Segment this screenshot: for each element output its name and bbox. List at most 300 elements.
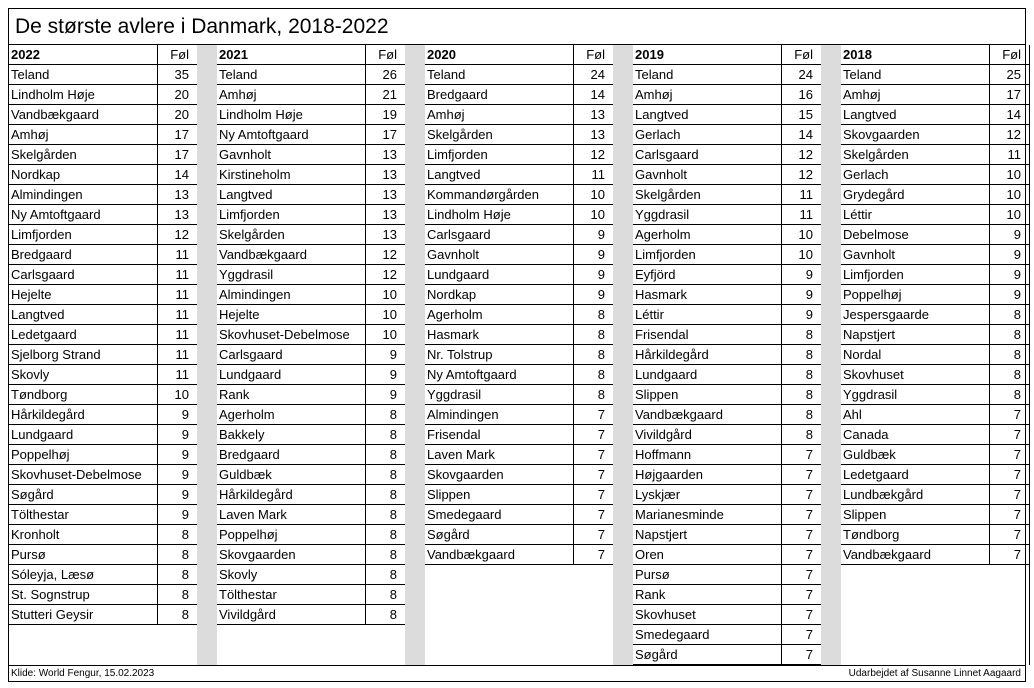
breeder-name: Hårkildegård [11,407,85,422]
breeder-name: Langtved [635,107,689,122]
table-row [9,365,197,385]
foal-count: 9 [157,485,193,504]
count-heading: Føl [365,45,401,64]
foal-count: 8 [781,325,817,344]
breeder-name: Bakkely [219,427,265,442]
table-row [633,205,821,225]
foal-count: 8 [365,585,401,604]
table-row [425,465,613,485]
breeder-name: Gerlach [635,127,681,142]
foal-count: 9 [157,445,193,464]
table-row [425,445,613,465]
table-row [633,625,821,645]
breeder-name: Laven Mark [219,507,287,522]
table-row [425,105,613,125]
foal-count: 7 [781,525,817,544]
foal-count: 8 [365,505,401,524]
foal-count: 10 [781,245,817,264]
foal-count: 7 [989,505,1025,524]
foal-count: 11 [157,325,193,344]
breeder-name: Debelmose [843,227,909,242]
foal-count: 10 [781,225,817,244]
table-row [217,265,405,285]
foal-count: 7 [573,525,609,544]
breeder-name: Tölthestar [219,587,277,602]
foal-count: 8 [157,605,193,624]
table-row [841,525,1029,545]
count-heading: Føl [781,45,817,64]
breeder-name: Limfjorden [219,207,280,222]
breeder-name: Bredgaard [11,247,72,262]
breeder-name: Teland [635,67,674,82]
table-row [217,305,405,325]
breeder-name: Poppelhøj [219,527,278,542]
breeder-name: Nordkap [427,287,477,302]
table-row [217,65,405,85]
foal-count: 8 [989,325,1025,344]
year-heading: 2020 [427,47,456,62]
table-row [9,485,197,505]
breeder-name: Gavnholt [843,247,896,262]
table-row [633,85,821,105]
breeder-name: Lundgaard [635,367,698,382]
table-row [841,405,1029,425]
breeder-name: Poppelhøj [11,447,70,462]
foal-count: 8 [365,465,401,484]
breeder-name: Canada [843,427,889,442]
breeder-name: Amhøj [219,87,257,102]
breeder-name: Lindholm Høje [427,207,511,222]
table-row [9,85,197,105]
breeder-name: Lindholm Høje [219,107,303,122]
breeder-name: Vivildgård [635,427,692,442]
foal-count: 24 [573,65,609,84]
breeder-name: Nr. Tolstrup [427,347,493,362]
table-row [217,365,405,385]
source-note: Klide: World Fengur, 15.02.2023 [11,668,155,679]
foal-count: 8 [365,445,401,464]
breeder-name: Ledetgaard [11,327,77,342]
breeder-name: Agerholm [635,227,691,242]
foal-count: 9 [781,285,817,304]
table-header [425,45,613,65]
breeder-name: Ledetgaard [843,467,909,482]
table-row [425,345,613,365]
foal-count: 7 [573,465,609,484]
table-row [841,345,1029,365]
table-row [425,165,613,185]
foal-count: 8 [781,405,817,424]
table-row [9,305,197,325]
foal-count: 11 [573,165,609,184]
breeder-name: Lyskjær [635,487,681,502]
table-row [217,405,405,425]
breeder-name: Frisendal [427,427,481,442]
breeder-name: Jespersgaarde [843,307,929,322]
foal-count: 7 [781,445,817,464]
foal-count: 9 [781,265,817,284]
breeder-name: Sóleyja, Læsø [11,567,95,582]
table-row [9,525,197,545]
breeder-name: Léttir [843,207,872,222]
column-gap [405,45,425,665]
breeder-name: Tölthestar [11,507,69,522]
breeder-name: Limfjorden [635,247,696,262]
table-row [425,185,613,205]
foal-count: 26 [365,65,401,84]
table-row [9,65,197,85]
foal-count: 10 [573,205,609,224]
breeder-name: Yggdrasil [843,387,898,402]
breeder-name: Ny Amtoftgaard [219,127,309,142]
breeder-name: Ny Amtoftgaard [427,367,517,382]
breeder-name: Hejelte [11,287,52,302]
breeder-name: Tøndborg [11,387,68,402]
foal-count: 8 [989,365,1025,384]
table-row [217,325,405,345]
foal-count: 7 [573,445,609,464]
table-row [425,85,613,105]
table-row [425,325,613,345]
foal-count: 8 [573,305,609,324]
breeder-name: Hasmark [635,287,688,302]
table-row [841,285,1029,305]
table-row [217,165,405,185]
table-header [633,45,821,65]
foal-count: 10 [365,305,401,324]
foal-count: 8 [365,565,401,584]
table-row [217,485,405,505]
foal-count: 7 [781,465,817,484]
table-row [841,65,1029,85]
breeder-name: Langtved [219,187,273,202]
foal-count: 10 [157,385,193,404]
table-row [217,605,405,625]
table-row [633,445,821,465]
table-row [9,545,197,565]
foal-count: 7 [781,625,817,644]
table-row [9,425,197,445]
foal-count: 14 [573,85,609,104]
table-row [841,325,1029,345]
table-row [633,345,821,365]
foal-count: 8 [573,365,609,384]
breeder-name: Ny Amtoftgaard [11,207,101,222]
breeder-name: Teland [219,67,258,82]
table-row [217,145,405,165]
table-row [217,205,405,225]
year-heading: 2019 [635,47,664,62]
breeder-name: Gavnholt [635,167,688,182]
breeder-name: Bredgaard [219,447,280,462]
breeder-name: Skovly [219,567,258,582]
foal-count: 7 [989,445,1025,464]
breeder-name: Søgård [635,647,678,662]
table-row [425,265,613,285]
breeder-name: Lindholm Høje [11,87,95,102]
table-row [633,325,821,345]
table-row [217,565,405,585]
foal-count: 7 [989,545,1025,564]
foal-count: 9 [365,345,401,364]
foal-count: 9 [157,405,193,424]
foal-count: 7 [989,525,1025,544]
foal-count: 9 [989,245,1025,264]
table-row [841,445,1029,465]
table-row [633,145,821,165]
breeder-name: Vandbækgaard [635,407,723,422]
breeder-name: Kirstineholm [219,167,291,182]
foal-count: 20 [157,105,193,124]
table-row [217,85,405,105]
table-row [841,85,1029,105]
table-row [9,225,197,245]
table-row [425,305,613,325]
table-row [633,125,821,145]
table-row [841,105,1029,125]
breeder-name: Carlsgaard [635,147,699,162]
foal-count: 9 [157,425,193,444]
foal-count: 8 [989,345,1025,364]
foal-count: 8 [989,305,1025,324]
breeder-name: Vandbækgaard [11,107,99,122]
breeder-name: Hejelte [219,307,260,322]
table-row [9,145,197,165]
year-table-2022 [9,45,197,625]
breeder-name: Napstjert [843,327,896,342]
breeder-name: Guldbæk [219,467,272,482]
breeder-name: Gavnholt [427,247,480,262]
footer [9,665,1025,681]
table-row [9,585,197,605]
foal-count: 10 [989,165,1025,184]
breeder-name: Almindingen [427,407,499,422]
table-row [841,385,1029,405]
breeder-name: Kronholt [11,527,60,542]
table-row [633,245,821,265]
table-row [841,205,1029,225]
table-row [633,385,821,405]
foal-count: 8 [365,605,401,624]
foal-count: 8 [365,425,401,444]
breeder-name: Skovhuset [843,367,904,382]
column-gap [821,45,841,665]
table-row [633,285,821,305]
table-row [217,245,405,265]
table-row [217,385,405,405]
foal-count: 11 [157,285,193,304]
table-row [841,505,1029,525]
breeder-name: Yggdrasil [219,267,274,282]
table-row [841,365,1029,385]
table-row [841,265,1029,285]
breeder-name: Léttir [635,307,664,322]
table-row [633,465,821,485]
table-row [217,445,405,465]
table-row [633,505,821,525]
foal-count: 7 [989,485,1025,504]
foal-count: 7 [781,605,817,624]
foal-count: 9 [573,245,609,264]
table-row [841,225,1029,245]
breeder-name: Agerholm [219,407,275,422]
breeder-name: Vandbækgaard [219,247,307,262]
breeder-name: Slippen [635,387,679,402]
foal-count: 8 [157,525,193,544]
year-table-2019 [633,45,821,665]
table-row [841,305,1029,325]
foal-count: 13 [365,145,401,164]
breeder-name: Carlsgaard [427,227,491,242]
foal-count: 8 [573,325,609,344]
table-row [9,465,197,485]
spreadsheet [8,8,1026,682]
year-table-2018 [841,45,1029,565]
table-row [633,225,821,245]
breeder-name: Langtved [11,307,65,322]
table-row [425,225,613,245]
table-row [633,365,821,385]
breeder-name: Agerholm [427,307,483,322]
foal-count: 14 [989,105,1025,124]
foal-count: 9 [989,225,1025,244]
breeder-name: Teland [843,67,882,82]
foal-count: 21 [365,85,401,104]
year-table-2021 [217,45,405,625]
table-row [425,65,613,85]
foal-count: 11 [157,245,193,264]
breeder-name: Langtved [843,107,897,122]
table-row [9,285,197,305]
foal-count: 13 [365,185,401,204]
breeder-name: Amhøj [427,107,465,122]
foal-count: 7 [781,545,817,564]
foal-count: 7 [989,465,1025,484]
foal-count: 11 [781,205,817,224]
breeder-name: Stutteri Geysir [11,607,94,622]
table-row [633,65,821,85]
table-row [633,585,821,605]
foal-count: 10 [989,185,1025,204]
table-row [633,265,821,285]
breeder-name: Vandbækgaard [427,547,515,562]
breeder-name: Rank [635,587,666,602]
breeder-name: Pursø [11,547,46,562]
foal-count: 8 [573,385,609,404]
table-row [633,425,821,445]
foal-count: 9 [781,305,817,324]
table-row [217,525,405,545]
foal-count: 12 [365,265,401,284]
breeder-name: Hårkildegård [219,487,293,502]
breeder-name: Kommandørgården [427,187,539,202]
breeder-name: Højgaarden [635,467,703,482]
breeder-name: Rank [219,387,250,402]
foal-count: 10 [365,285,401,304]
table-row [217,125,405,145]
table-row [425,425,613,445]
foal-count: 19 [365,105,401,124]
table-row [9,605,197,625]
foal-count: 8 [573,345,609,364]
breeder-name: Limfjorden [427,147,488,162]
breeder-name: Skelgården [11,147,77,162]
breeder-name: Lundgaard [11,427,74,442]
breeder-name: Pursø [635,567,670,582]
table-row [9,105,197,125]
foal-count: 11 [989,145,1025,164]
breeder-name: Guldbæk [843,447,896,462]
breeder-name: Hasmark [427,327,480,342]
breeder-name: Søgård [11,487,54,502]
table-row [425,405,613,425]
breeder-name: Almindingen [219,287,291,302]
foal-count: 24 [781,65,817,84]
breeder-name: Sjelborg Strand [11,347,101,362]
table-row [9,325,197,345]
foal-count: 16 [781,85,817,104]
foal-count: 17 [157,125,193,144]
breeder-name: Skelgården [635,187,701,202]
table-row [9,245,197,265]
foal-count: 13 [157,205,193,224]
foal-count: 10 [365,325,401,344]
table-row [841,465,1029,485]
foal-count: 11 [157,365,193,384]
breeder-name: Gerlach [843,167,889,182]
foal-count: 7 [989,405,1025,424]
table-row [217,225,405,245]
table-row [425,545,613,565]
table-row [633,105,821,125]
foal-count: 13 [365,225,401,244]
table-row [633,485,821,505]
breeder-name: Eyfjörd [635,267,676,282]
foal-count: 14 [157,165,193,184]
column-gap [197,45,217,665]
breeder-name: Skovhuset-Debelmose [219,327,350,342]
table-row [425,385,613,405]
page-title: De største avlere i Danmark, 2018-2022 [9,9,1025,45]
year-heading: 2022 [11,47,40,62]
foal-count: 12 [365,245,401,264]
table-row [9,185,197,205]
breeder-name: St. Sognstrup [11,587,90,602]
table-row [633,565,821,585]
count-heading: Føl [157,45,193,64]
table-row [217,545,405,565]
breeder-name: Limfjorden [843,267,904,282]
table-row [9,445,197,465]
table-row [841,165,1029,185]
foal-count: 25 [989,65,1025,84]
breeder-name: Skovgaarden [843,127,920,142]
table-row [633,185,821,205]
foal-count: 10 [573,185,609,204]
foal-count: 12 [157,225,193,244]
foal-count: 7 [573,545,609,564]
breeder-name: Nordkap [11,167,61,182]
breeder-name: Amhøj [635,87,673,102]
table-row [9,405,197,425]
foal-count: 8 [365,525,401,544]
foal-count: 9 [989,285,1025,304]
foal-count: 8 [157,545,193,564]
foal-count: 20 [157,85,193,104]
table-row [633,605,821,625]
breeder-name: Frisendal [635,327,689,342]
breeder-name: Lundgaard [219,367,282,382]
